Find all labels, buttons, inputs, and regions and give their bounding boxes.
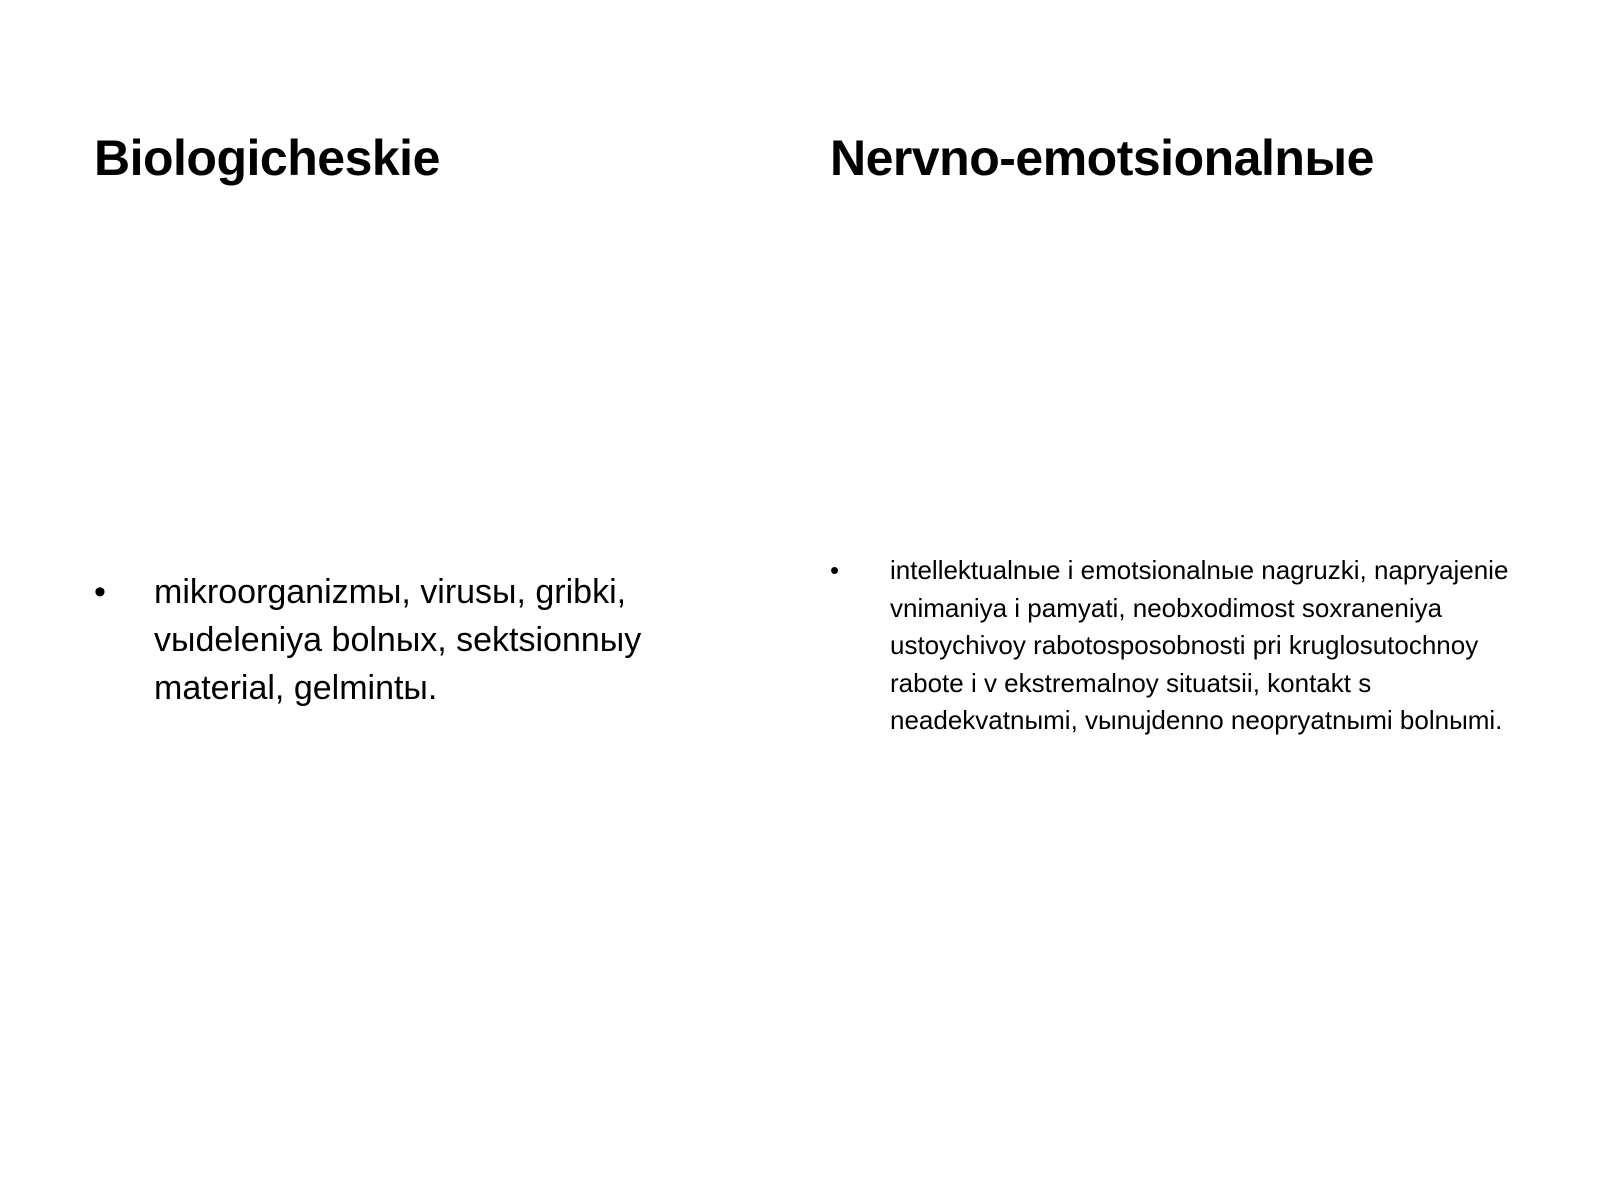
right-bullet-text: intellektualnыe i emotsionalnыe nagruzki, napryajenie vnimaniya i pamyati, neobxodimost soxraneniya ustoychivoy rabotosposobnosti pri kruglosutochnoy rabote i v ekstremalnoy situatsii, kontakt s neadekvatnыmi, vыnujdenno neopryatnыmi bolnыmi.	[890, 555, 1509, 735]
bullet-icon: •	[830, 555, 840, 585]
left-bullet-text: mikroorganizmы, virusы, gribki, vыdeleniya bolnыx, sektsionnыy material, gelmintы.	[154, 573, 642, 707]
right-bullet-item	[830, 552, 1520, 740]
bullet-icon: •	[94, 573, 106, 611]
left-column	[94, 0, 734, 1200]
right-bullet-list	[830, 552, 1520, 740]
left-heading: Biologicheskie	[94, 130, 440, 186]
left-bullet-list	[94, 568, 734, 712]
left-bullet-item	[94, 568, 734, 712]
right-column	[830, 0, 1520, 1200]
right-heading: Nervno-emotsionalnыe	[830, 130, 1374, 186]
